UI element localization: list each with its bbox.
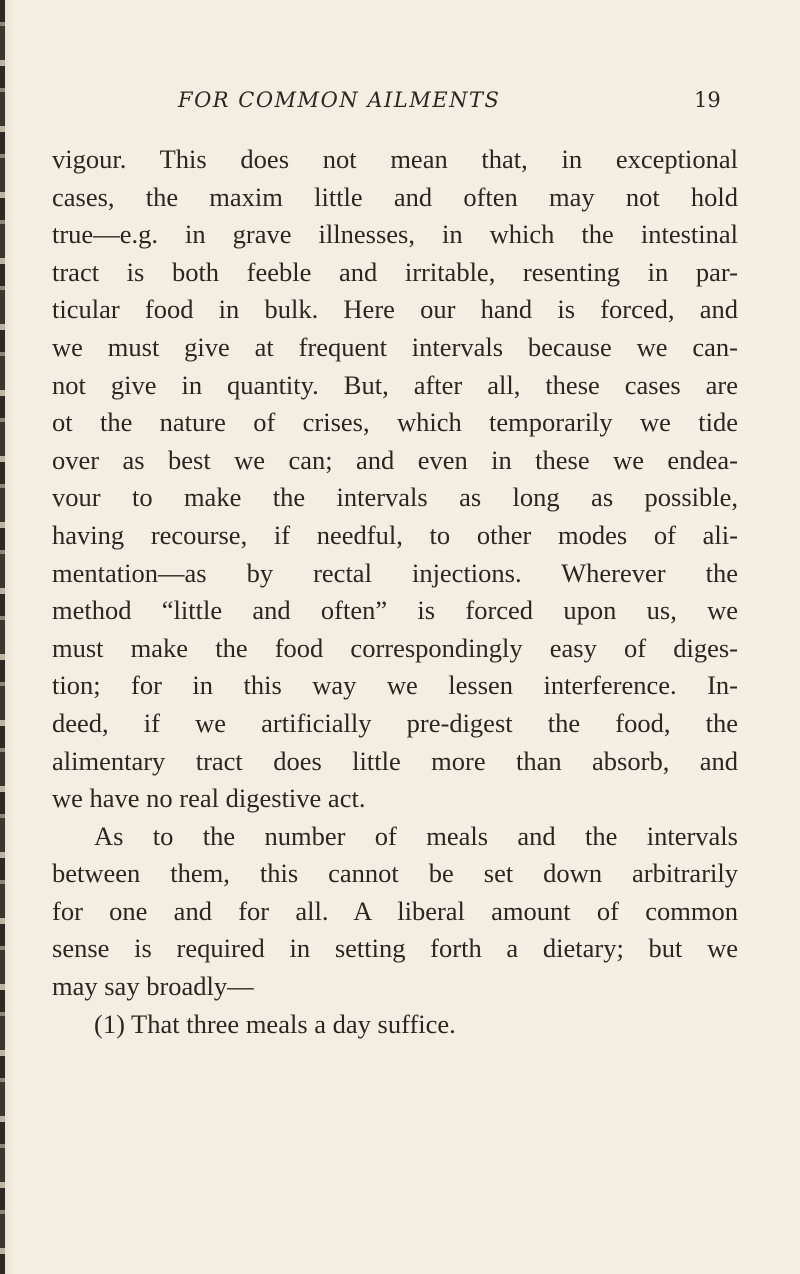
text-line: deed, if we artificially pre-digest the food, the <box>52 707 738 738</box>
text-line: must make the food correspondingly easy of diges- <box>52 632 738 663</box>
text-line: vigour. This does not mean that, in exceptional <box>52 144 738 174</box>
text-line: vour to make the intervals as long as possible, <box>52 482 738 513</box>
running-title: FOR COMMON AILMENTS <box>178 88 501 112</box>
page-binding-edge <box>0 0 5 1274</box>
text-line: ticular food in bulk. Here our hand is forced, and <box>52 294 738 325</box>
text-line: having recourse, if needful, to other modes of ali- <box>52 519 738 550</box>
text-line: we have no real digestive act. <box>52 783 366 814</box>
text-line: alimentary tract does little more than absorb, and <box>52 745 738 776</box>
text-line: over as best we can; and even in these we endea- <box>52 444 738 475</box>
text-line: As to the number of meals and the intervals <box>94 820 738 851</box>
text-line: tion; for in this way we lessen interference. In- <box>52 670 738 701</box>
text-line: (1) That three meals a day suffice. <box>94 1008 456 1039</box>
running-head <box>0 88 800 124</box>
text-line: tract is both feeble and irritable, resenting in par- <box>52 256 738 287</box>
text-line: method “little and often” is forced upon us, we <box>52 595 738 626</box>
text-line: for one and for all. A liberal amount of common <box>52 895 738 926</box>
text-line: ot the nature of crises, which temporarily we tide <box>52 407 738 438</box>
text-line: true—e.g. in grave illnesses, in which the intestinal <box>52 219 738 250</box>
text-line: we must give at frequent intervals because we can- <box>52 331 738 362</box>
text-line: may say broadly— <box>52 971 254 1002</box>
text-line: cases, the maxim little and often may not hold <box>52 181 738 212</box>
page-number: 19 <box>694 88 721 112</box>
body-text <box>52 141 738 1043</box>
text-line: between them, this cannot be set down arbitrarily <box>52 858 738 889</box>
text-line: sense is required in setting forth a dietary; but we <box>52 933 738 964</box>
text-line: not give in quantity. But, after all, these cases are <box>52 369 738 400</box>
text-line: mentation—as by rectal injections. Wherever the <box>52 557 738 588</box>
